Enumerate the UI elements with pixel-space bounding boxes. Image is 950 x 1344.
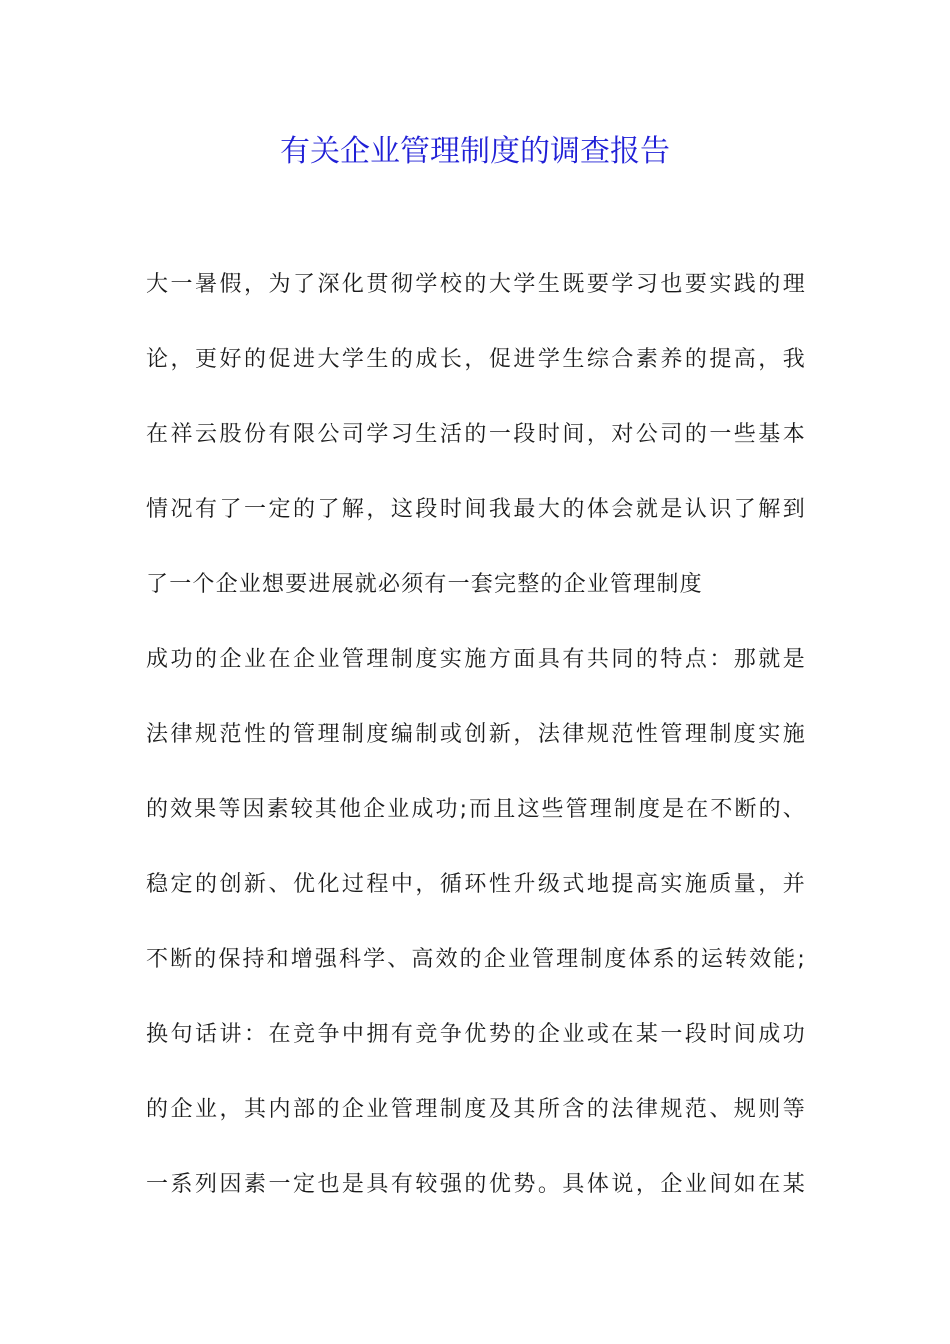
paragraph-line-2: 论，更好的促进大学生的成长，促进学生综合素养的提高，我	[146, 347, 806, 372]
paragraph-line-3: 在祥云股份有限公司学习生活的一段时间，对公司的一些基本	[146, 422, 806, 447]
paragraph-line-8: 的效果等因素较其他企业成功;而且这些管理制度是在不断的、	[146, 797, 806, 822]
paragraph-line-5: 了一个企业想要进展就必须有一套完整的企业管理制度	[146, 572, 703, 597]
paragraph-line-11: 换句话讲：在竞争中拥有竞争优势的企业或在某一段时间成功	[146, 1022, 806, 1047]
paragraph-line-7: 法律规范性的管理制度编制或创新，法律规范性管理制度实施	[146, 722, 806, 747]
document-title: 有关企业管理制度的调查报告	[280, 134, 670, 169]
paragraph-line-13: 一系列因素一定也是具有较强的优势。具体说，企业间如在某	[146, 1172, 806, 1197]
paragraph-line-9: 稳定的创新、优化过程中，循环性升级式地提高实施质量，并	[146, 872, 806, 897]
paragraph-line-6: 成功的企业在企业管理制度实施方面具有共同的特点：那就是	[146, 647, 806, 672]
paragraph-line-12: 的企业，其内部的企业管理制度及其所含的法律规范、规则等	[146, 1097, 806, 1122]
paragraph-line-1: 大一暑假，为了深化贯彻学校的大学生既要学习也要实践的理	[146, 272, 806, 297]
paragraph-line-10: 不断的保持和增强科学、高效的企业管理制度体系的运转效能;	[146, 947, 806, 972]
paragraph-line-4: 情况有了一定的了解，这段时间我最大的体会就是认识了解到	[146, 497, 806, 522]
